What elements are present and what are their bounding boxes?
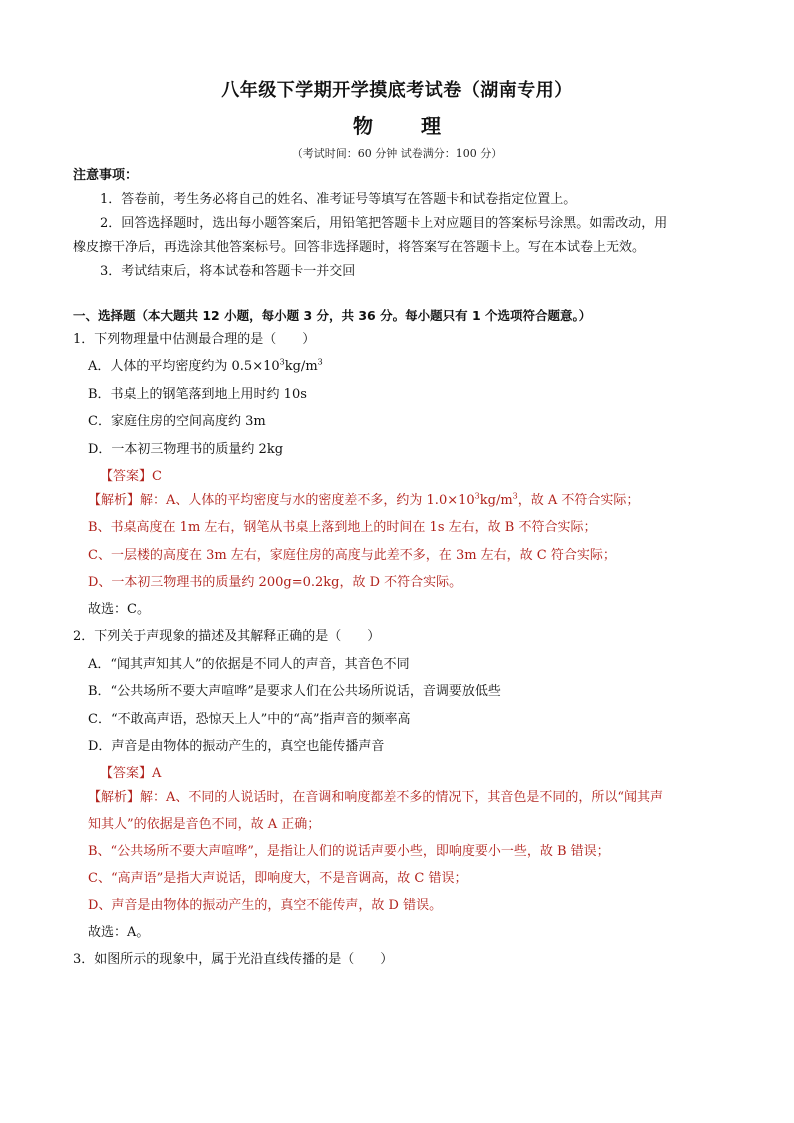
section-heading: 一、选择题（本大题共 12 小题，每小题 3 分，共 36 分。每小题只有 1 个选项符合题意。） (73, 308, 592, 323)
q2-answer: 【答案】A (100, 766, 162, 781)
q2-option-c: C．“不敢高声语，恐惊天上人”中的“高”指声音的频率高 (88, 712, 411, 727)
q1-analysis-2: B、书桌高度在 1m 左右，钢笔从书桌上落到地上的时间在 1s 左右，故 B 不符合实际； (88, 520, 597, 535)
q3-stem: 3．如图所示的现象中，属于光沿直线传播的是（ ） (73, 952, 394, 967)
exam-info: （考试时间：60 分钟 试卷满分：100 分） (291, 147, 503, 160)
q1-answer: 【答案】C (100, 469, 162, 484)
q2-conclusion: 故选：A。 (88, 925, 150, 940)
q1-analysis-3: C、一层楼的高度在 3m 左右，家庭住房的高度与此差不多，在 3m 左右，故 C 符合实际； (88, 548, 616, 563)
q2-option-a: A．“闻其声知其人”的依据是不同人的声音，其音色不同 (88, 657, 410, 672)
exam-title: 八年级下学期开学摸底考试卷（湖南专用） (221, 80, 573, 101)
q1-analysis-1: 【解析】解：A、人体的平均密度与水的密度差不多，约为 $1.0\times 10^3kg/m^3$，故 A 不符合实际； (88, 491, 640, 508)
q1-conclusion: 故选：C。 (88, 602, 150, 617)
q1-option-b: B．书桌上的钢笔落到地上用时约 10s (88, 387, 307, 402)
q2-analysis-3: C、“高声语”是指大声说话，即响度大，不是音调高，故 C 错误； (88, 871, 468, 886)
subject-char-2: 理 (421, 114, 441, 138)
notice-heading: 注意事项： (73, 168, 139, 183)
q2-option-b: B．“公共场所不要大声喧哗”是要求人们在公共场所说话，音调要放低些 (88, 684, 501, 699)
subject-title (0, 110, 794, 139)
q1-option-a: A．人体的平均密度约为 $0.5\times 10^3kg/m^3$ (88, 357, 323, 374)
q2-analysis-1: 【解析】解：A、不同的人说话时，在音调和响度都差不多的情况下，其音色是不同的，所以“闻其声 (88, 790, 664, 805)
notice-item-2b: 橡皮擦干净后，再选涂其他答案标号。回答非选择题时，将答案写在答题卡上。写在本试卷上无效。 (73, 240, 646, 255)
subject-char-1: 物 (353, 114, 373, 138)
q2-stem: 2．下列关于声现象的描述及其解释正确的是（ ） (73, 629, 381, 644)
notice-item-2a: 2．回答选择题时，选出每小题答案后，用铅笔把答题卡上对应题目的答案标号涂黑。如需改动，用 (100, 216, 668, 231)
q2-analysis-4: D、声音是由物体的振动产生的，真空不能传声，故 D 错误。 (88, 898, 443, 913)
q1-analysis-4: D、一本初三物理书的质量约 200g=0.2kg，故 D 不符合实际。 (88, 575, 463, 590)
q1-option-d: D．一本初三物理书的质量约 2kg (88, 442, 284, 457)
q1-option-c: C．家庭住房的空间高度约 3m (88, 414, 266, 429)
q2-option-d: D．声音是由物体的振动产生的，真空也能传播声音 (88, 739, 385, 754)
notice-item-1: 1．答卷前，考生务必将自己的姓名、准考证号等填写在答题卡和试卷指定位置上。 (100, 192, 577, 207)
q2-analysis-1b: 知其人”的依据是音色不同，故 A 正确； (88, 817, 321, 832)
notice-item-3: 3．考试结束后，将本试卷和答题卡一并交回 (100, 264, 356, 279)
q2-analysis-2: B、“公共场所不要大声喧哗”，是指让人们的说话声要小些，即响度要小一些，故 B 错误； (88, 844, 610, 859)
q1-stem: 1．下列物理量中估测最合理的是（ ） (73, 332, 316, 347)
